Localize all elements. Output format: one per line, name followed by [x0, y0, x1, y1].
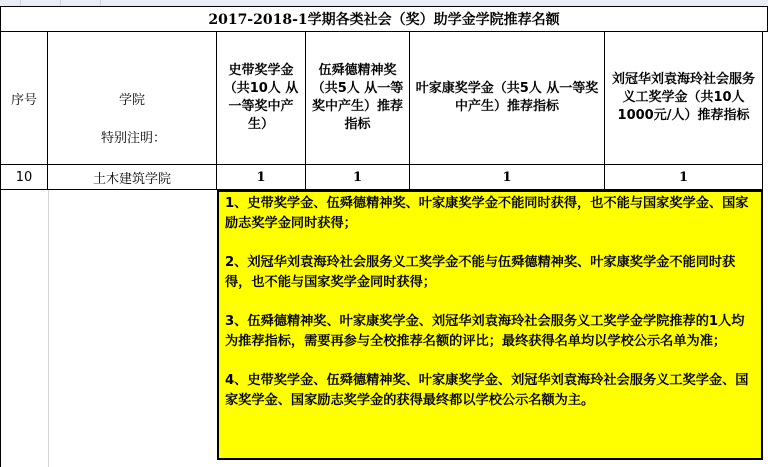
table-title[interactable]: 2017-2018-1学期各类社会（奖）助学金学院推荐名额	[0, 6, 768, 32]
header-wushunde-award[interactable]: 伍舜德精神奖（共5人 从一等奖中产生）推荐指标	[306, 32, 410, 165]
notes-label: 特别注明：	[100, 131, 166, 146]
row-value-shidai[interactable]: 1	[217, 165, 306, 190]
row-college[interactable]: 土木建筑学院	[48, 165, 217, 190]
gridline	[48, 190, 49, 467]
notes-cell[interactable]	[217, 190, 763, 460]
row-value-wushunde[interactable]: 1	[306, 165, 410, 190]
row-value-liuguanhua[interactable]: 1	[605, 165, 763, 190]
note-item: 2、刘冠华刘袁海玲社会服务义工奖学金不能与伍舜德精神奖、叶家康奖学金不能同时获得，也不能与国家奖学金同时获得；	[225, 255, 736, 290]
header-shidai-scholarship[interactable]: 史带奖学金（共10人 从一等奖中产生）	[217, 32, 306, 165]
note-item: 3、伍舜德精神奖、叶家康奖学金、刘冠华刘袁海玲社会服务义工奖学金学院推荐的1人均为推荐指标，需要再参与全校推荐名额的评比；最终获得名单均以学校公示名单为准；	[225, 314, 745, 349]
header-seq[interactable]: 序号	[0, 32, 48, 165]
notes-label-cell[interactable]	[0, 190, 217, 467]
row-seq[interactable]: 10	[0, 165, 48, 190]
header-yejiakang-scholarship[interactable]: 叶家康奖学金（共5人 从一等奖中产生）推荐指标	[410, 32, 605, 165]
note-item: 1、史带奖学金、伍舜德精神奖、叶家康奖学金不能同时获得，也不能与国家奖学金、国家励志奖学金同时获得；	[225, 196, 749, 231]
header-liuguanhua-scholarship[interactable]: 刘冠华刘袁海玲社会服务义工奖学金（共10人 1000元/人）推荐指标	[605, 32, 763, 165]
row-value-yejiakang[interactable]: 1	[410, 165, 605, 190]
note-item: 4、史带奖学金、伍舜德精神奖、叶家康奖学金、刘冠华刘袁海玲社会服务义工奖学金、国家奖学金、国家励志奖学金的获得最终都以学校公示名额为主。	[225, 373, 749, 408]
header-college[interactable]: 学院	[48, 32, 217, 165]
